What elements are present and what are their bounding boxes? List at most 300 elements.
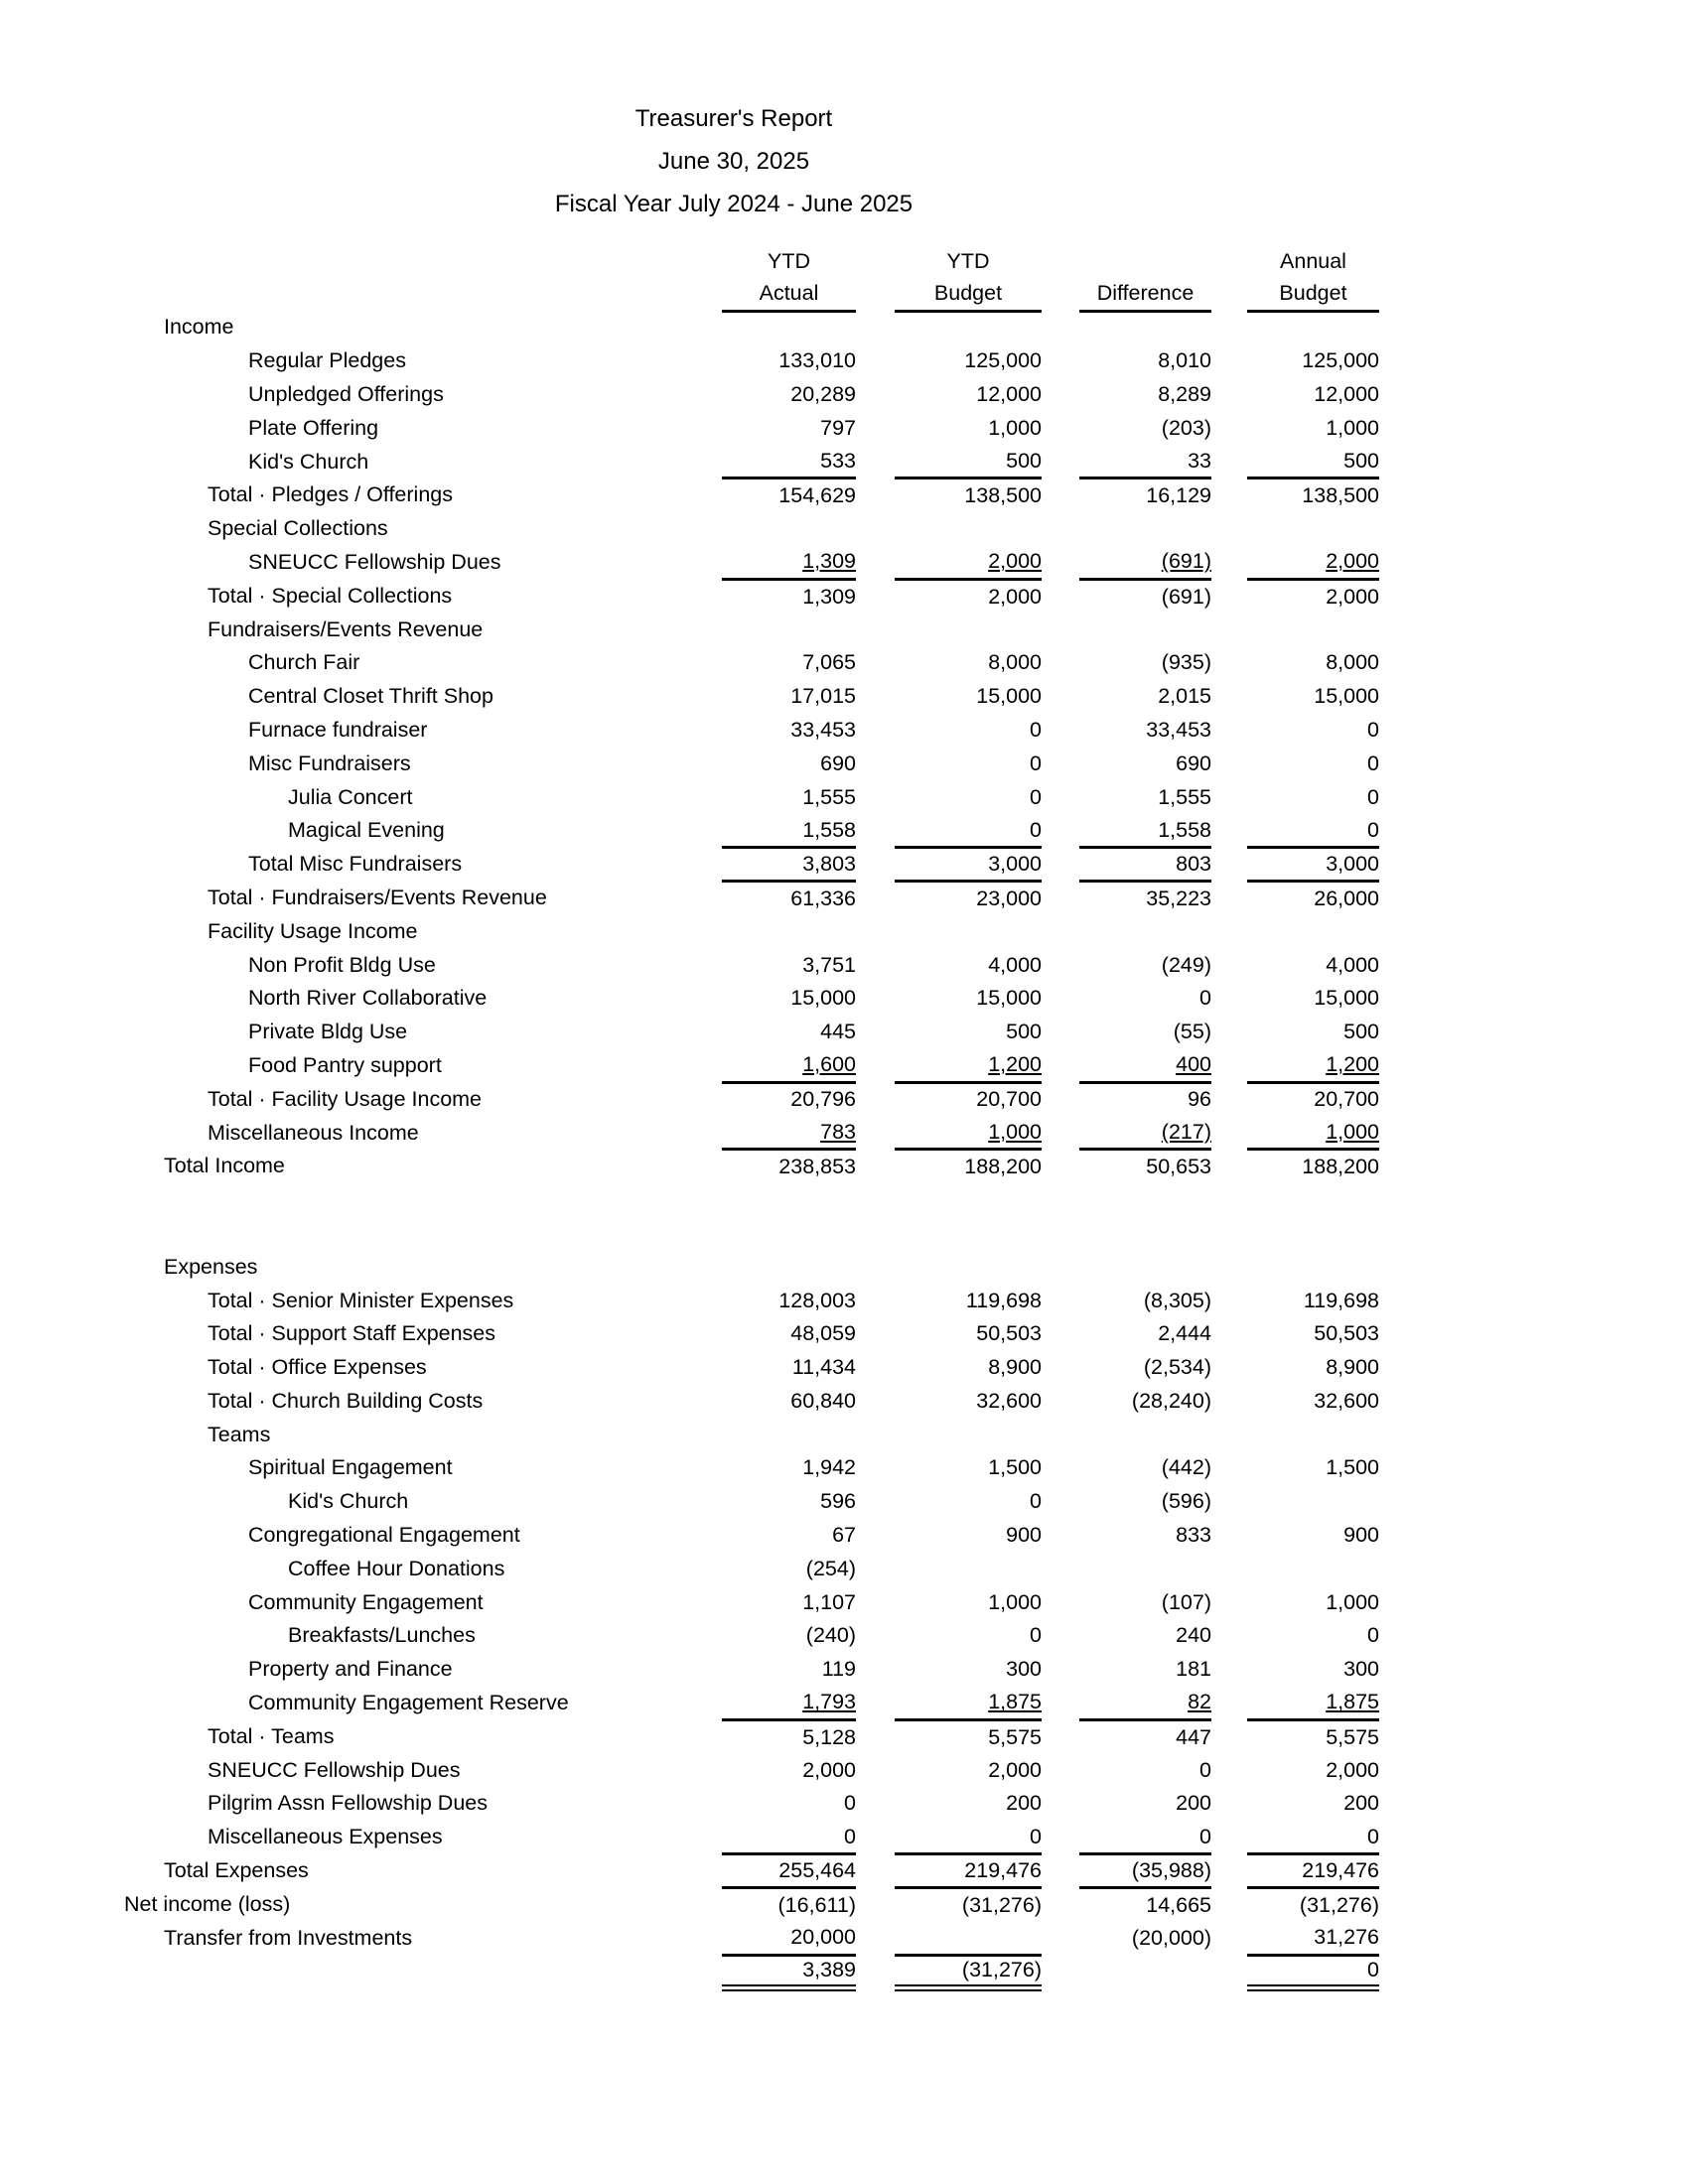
amount-cell bbox=[1247, 1250, 1379, 1284]
column-gap bbox=[1211, 1955, 1247, 1988]
column-gap bbox=[856, 613, 895, 646]
amount-cell bbox=[1079, 311, 1211, 344]
amount-cell: 690 bbox=[1176, 751, 1211, 775]
amount-cell: 20,289 bbox=[790, 381, 856, 406]
table-row bbox=[120, 613, 1379, 646]
amount-cell bbox=[1247, 1049, 1379, 1083]
column-gap bbox=[695, 445, 722, 478]
column-gap bbox=[856, 1016, 895, 1049]
amount-cell: 0 bbox=[1199, 986, 1211, 1011]
row-label: Total · Fundraisers/Events Revenue bbox=[208, 885, 547, 909]
amount-cell: 96 bbox=[1188, 1087, 1211, 1112]
table-row bbox=[120, 1317, 1379, 1351]
amount-cell: 1,555 bbox=[802, 784, 856, 809]
amount-cell bbox=[722, 546, 856, 580]
column-gap bbox=[856, 1351, 895, 1385]
column-gap bbox=[1042, 378, 1079, 412]
column-gap bbox=[695, 1082, 722, 1116]
amount-cell: 300 bbox=[1006, 1657, 1042, 1682]
column-gap bbox=[695, 1250, 722, 1284]
column-header-ytd-budget-top: YTD bbox=[946, 249, 990, 273]
column-gap bbox=[695, 1385, 722, 1419]
row-label: Magical Evening bbox=[288, 818, 445, 843]
column-gap bbox=[1211, 1687, 1247, 1720]
amount-cell bbox=[895, 546, 1042, 580]
row-label: Spiritual Engagement bbox=[248, 1455, 453, 1480]
amount-cell: 125,000 bbox=[964, 348, 1042, 373]
table-row bbox=[120, 1552, 1379, 1585]
table-row bbox=[120, 1719, 1379, 1753]
amount-cell: 7,065 bbox=[802, 650, 856, 675]
column-gap bbox=[1211, 1317, 1247, 1351]
row-label: Kid's Church bbox=[248, 449, 369, 474]
column-gap bbox=[1211, 1619, 1247, 1653]
column-gap bbox=[1211, 1821, 1247, 1854]
column-gap bbox=[695, 1921, 722, 1955]
column-gap bbox=[856, 1082, 895, 1116]
column-gap bbox=[695, 1519, 722, 1553]
amount-cell bbox=[722, 311, 856, 344]
column-gap bbox=[1042, 344, 1079, 378]
column-gap bbox=[695, 714, 722, 748]
row-label: Pilgrim Assn Fellowship Dues bbox=[208, 1791, 488, 1816]
amount-cell: 900 bbox=[1343, 1523, 1379, 1548]
amount-cell: 17,015 bbox=[790, 684, 856, 709]
amount-cell: 1,000 bbox=[1326, 1589, 1379, 1614]
column-gap bbox=[1042, 747, 1079, 780]
amount-cell: 133,010 bbox=[778, 348, 856, 373]
column-gap bbox=[1211, 747, 1247, 780]
amount-cell bbox=[895, 1418, 1042, 1451]
table-row bbox=[120, 646, 1379, 680]
column-gap bbox=[1042, 714, 1079, 748]
column-gap bbox=[1042, 1451, 1079, 1485]
amount-cell: 240 bbox=[1176, 1623, 1211, 1648]
column-gap bbox=[1211, 1921, 1247, 1955]
column-gap bbox=[695, 1116, 722, 1150]
amount-cell: (28,240) bbox=[1131, 1388, 1211, 1413]
amount-cell: 1,000 bbox=[988, 1589, 1042, 1614]
column-gap bbox=[1211, 478, 1247, 512]
amount-cell: 0 bbox=[1030, 751, 1042, 775]
table-row bbox=[120, 1821, 1379, 1854]
amount-cell: 5,575 bbox=[1326, 1724, 1379, 1749]
column-gap bbox=[695, 245, 722, 278]
column-gap bbox=[856, 344, 895, 378]
underlined-amount: 1,875 bbox=[1326, 1690, 1379, 1714]
column-gap bbox=[1042, 646, 1079, 680]
underlined-amount: 2,000 bbox=[1326, 549, 1379, 574]
amount-cell: 33,453 bbox=[790, 717, 856, 742]
table-row bbox=[120, 1887, 1379, 1921]
column-gap bbox=[1042, 1217, 1079, 1251]
column-gap bbox=[695, 680, 722, 714]
amount-cell: 596 bbox=[820, 1489, 856, 1514]
column-gap bbox=[1211, 948, 1247, 982]
amount-cell bbox=[895, 512, 1042, 546]
report-table bbox=[120, 245, 1379, 1991]
column-gap bbox=[1042, 848, 1079, 882]
table-row bbox=[120, 982, 1379, 1016]
column-gap bbox=[695, 948, 722, 982]
column-gap bbox=[1211, 714, 1247, 748]
underlined-amount: 1,000 bbox=[988, 1119, 1042, 1144]
amount-cell bbox=[1079, 914, 1211, 948]
amount-cell bbox=[1079, 613, 1211, 646]
amount-cell bbox=[1247, 914, 1379, 948]
column-gap bbox=[856, 1116, 895, 1150]
column-gap bbox=[1042, 245, 1079, 278]
row-label: Income bbox=[164, 315, 234, 340]
amount-cell: 3,000 bbox=[1247, 848, 1379, 882]
table-row bbox=[120, 814, 1379, 848]
row-label: Total · Office Expenses bbox=[208, 1355, 427, 1380]
row-label: Church Fair bbox=[248, 650, 360, 675]
amount-cell bbox=[1247, 1687, 1379, 1720]
header-spacer bbox=[120, 278, 695, 311]
column-gap bbox=[856, 546, 895, 580]
column-gap bbox=[1211, 914, 1247, 948]
column-gap bbox=[856, 1284, 895, 1317]
underlined-amount: (217) bbox=[1161, 1119, 1211, 1144]
amount-cell bbox=[1079, 1250, 1211, 1284]
column-gap bbox=[1042, 1250, 1079, 1284]
amount-cell: 2,444 bbox=[1158, 1321, 1211, 1346]
amount-cell bbox=[1247, 311, 1379, 344]
column-gap bbox=[1042, 1284, 1079, 1317]
amount-cell: 15,000 bbox=[790, 986, 856, 1011]
table-row bbox=[120, 1016, 1379, 1049]
row-label: Net income (loss) bbox=[124, 1891, 291, 1916]
amount-cell: 16,129 bbox=[1146, 483, 1211, 508]
report-date: June 30, 2025 bbox=[657, 148, 810, 175]
table-row bbox=[120, 1116, 1379, 1150]
amount-cell: 119 bbox=[821, 1657, 856, 1682]
column-gap bbox=[856, 411, 895, 445]
amount-cell bbox=[1247, 512, 1379, 546]
row-label bbox=[120, 1955, 695, 1988]
row-label: Total · Senior Minister Expenses bbox=[208, 1288, 514, 1312]
underlined-amount: 1,600 bbox=[802, 1052, 856, 1077]
column-gap bbox=[1211, 613, 1247, 646]
amount-cell bbox=[1079, 1217, 1211, 1251]
row-label: Total · Facility Usage Income bbox=[208, 1086, 483, 1111]
table-row bbox=[120, 1955, 1379, 1988]
table-row bbox=[120, 1150, 1379, 1183]
column-gap bbox=[856, 1787, 895, 1821]
amount-cell bbox=[1079, 1183, 1211, 1217]
column-gap bbox=[856, 1687, 895, 1720]
column-gap bbox=[856, 278, 895, 311]
column-gap bbox=[1211, 311, 1247, 344]
column-gap bbox=[1042, 1719, 1079, 1753]
amount-cell bbox=[1247, 1116, 1379, 1150]
column-gap bbox=[1211, 411, 1247, 445]
column-gap bbox=[695, 1619, 722, 1653]
row-label: Teams bbox=[208, 1422, 271, 1446]
amount-cell: 2,015 bbox=[1158, 684, 1211, 709]
row-label: Miscellaneous Expenses bbox=[208, 1825, 443, 1849]
amount-cell: 500 bbox=[895, 445, 1042, 478]
amount-cell bbox=[895, 1116, 1042, 1150]
table-row bbox=[120, 680, 1379, 714]
amount-cell: 0 bbox=[1030, 1623, 1042, 1648]
amount-cell: (16,611) bbox=[777, 1892, 856, 1917]
amount-cell: 1,555 bbox=[1158, 784, 1211, 809]
column-gap bbox=[1042, 1016, 1079, 1049]
column-gap bbox=[856, 1854, 895, 1888]
column-gap bbox=[856, 1150, 895, 1183]
row-label: Community Engagement Reserve bbox=[248, 1691, 569, 1715]
column-gap bbox=[856, 579, 895, 613]
row-label: Total · Support Staff Expenses bbox=[208, 1321, 496, 1346]
column-gap bbox=[1211, 1887, 1247, 1921]
column-gap bbox=[1211, 1284, 1247, 1317]
amount-cell: (55) bbox=[1173, 1020, 1211, 1044]
table-row bbox=[120, 546, 1379, 580]
amount-cell bbox=[722, 512, 856, 546]
amount-cell: (691) bbox=[1161, 584, 1211, 609]
column-gap bbox=[695, 914, 722, 948]
column-gap bbox=[856, 1451, 895, 1485]
table-row bbox=[120, 579, 1379, 613]
column-gap bbox=[1042, 1049, 1079, 1083]
column-gap bbox=[1042, 1385, 1079, 1419]
column-gap bbox=[1211, 278, 1247, 311]
column-gap bbox=[695, 613, 722, 646]
column-gap bbox=[1042, 1418, 1079, 1451]
amount-cell bbox=[722, 1116, 856, 1150]
table-row bbox=[120, 1284, 1379, 1317]
column-gap bbox=[856, 1418, 895, 1451]
column-gap bbox=[1042, 814, 1079, 848]
column-gap bbox=[695, 1955, 722, 1988]
column-gap bbox=[695, 1719, 722, 1753]
column-gap bbox=[1211, 680, 1247, 714]
amount-cell: 125,000 bbox=[1302, 348, 1379, 373]
table-row bbox=[120, 1653, 1379, 1687]
column-gap bbox=[1211, 1485, 1247, 1519]
amount-cell: 20,796 bbox=[790, 1087, 856, 1112]
amount-cell: 8,010 bbox=[1158, 348, 1211, 373]
column-gap bbox=[856, 914, 895, 948]
report-body bbox=[120, 311, 1379, 1988]
column-gap bbox=[1211, 245, 1247, 278]
row-label: Property and Finance bbox=[248, 1657, 453, 1682]
column-gap bbox=[1042, 1519, 1079, 1553]
amount-cell: 20,700 bbox=[1314, 1087, 1379, 1112]
column-gap bbox=[1211, 512, 1247, 546]
amount-cell: 32,600 bbox=[976, 1388, 1042, 1413]
amount-cell: 15,000 bbox=[1314, 986, 1379, 1011]
row-label: Total Expenses bbox=[164, 1858, 309, 1883]
amount-cell: 15,000 bbox=[976, 986, 1042, 1011]
column-gap bbox=[856, 245, 895, 278]
table-row bbox=[120, 1049, 1379, 1083]
column-gap bbox=[1211, 1351, 1247, 1385]
column-gap bbox=[1211, 1250, 1247, 1284]
table-row bbox=[120, 1451, 1379, 1485]
amount-cell bbox=[895, 613, 1042, 646]
row-label: Total · Church Building Costs bbox=[208, 1388, 484, 1413]
column-gap bbox=[1042, 1485, 1079, 1519]
amount-cell: 0 bbox=[1247, 1955, 1379, 1988]
amount-cell: 3,000 bbox=[895, 848, 1042, 882]
underlined-amount: 1,309 bbox=[802, 549, 856, 574]
column-gap bbox=[695, 1753, 722, 1787]
column-gap bbox=[1211, 780, 1247, 814]
amount-cell: (107) bbox=[1161, 1589, 1211, 1614]
column-gap bbox=[695, 747, 722, 780]
amount-cell bbox=[1079, 1116, 1211, 1150]
column-gap bbox=[695, 344, 722, 378]
column-gap bbox=[695, 478, 722, 512]
column-gap bbox=[856, 747, 895, 780]
column-gap bbox=[1211, 1082, 1247, 1116]
row-label: Total Misc Fundraisers bbox=[248, 852, 463, 877]
column-gap bbox=[1042, 512, 1079, 546]
table-row bbox=[120, 1217, 1379, 1251]
amount-cell: 1,500 bbox=[1326, 1455, 1379, 1480]
column-gap bbox=[695, 1049, 722, 1083]
column-gap bbox=[695, 814, 722, 848]
amount-cell: 0 bbox=[1030, 717, 1042, 742]
row-label: Total · Teams bbox=[208, 1723, 335, 1748]
table-row bbox=[120, 780, 1379, 814]
column-gap bbox=[1211, 1719, 1247, 1753]
column-gap bbox=[1211, 1183, 1247, 1217]
amount-cell: 0 bbox=[1367, 784, 1379, 809]
amount-cell bbox=[722, 1687, 856, 1720]
column-gap bbox=[1211, 848, 1247, 882]
column-gap bbox=[1042, 546, 1079, 580]
column-gap bbox=[856, 1585, 895, 1619]
column-gap bbox=[1042, 478, 1079, 512]
table-row bbox=[120, 1787, 1379, 1821]
amount-cell bbox=[722, 1049, 856, 1083]
column-gap bbox=[1211, 378, 1247, 412]
column-gap bbox=[1211, 646, 1247, 680]
row-label: Non Profit Bldg Use bbox=[248, 952, 436, 977]
underlined-amount: 2,000 bbox=[988, 549, 1042, 574]
amount-cell bbox=[1079, 1049, 1211, 1083]
amount-cell: (31,276) bbox=[961, 1892, 1042, 1917]
underlined-amount: (691) bbox=[1161, 549, 1211, 574]
amount-cell: 500 bbox=[1247, 445, 1379, 478]
amount-cell: 797 bbox=[820, 415, 856, 440]
column-gap bbox=[695, 1016, 722, 1049]
column-gap bbox=[1042, 445, 1079, 478]
column-gap bbox=[856, 1485, 895, 1519]
column-gap bbox=[1042, 579, 1079, 613]
amount-cell bbox=[1247, 1485, 1379, 1519]
column-header-difference: Difference bbox=[1079, 278, 1211, 311]
amount-cell bbox=[1247, 1552, 1379, 1585]
column-gap bbox=[695, 1317, 722, 1351]
row-label: Special Collections bbox=[208, 516, 388, 541]
column-gap bbox=[695, 1552, 722, 1585]
column-gap bbox=[695, 512, 722, 546]
table-row bbox=[120, 1351, 1379, 1385]
column-gap bbox=[1211, 1552, 1247, 1585]
amount-cell: 2,000 bbox=[802, 1757, 856, 1782]
column-gap bbox=[695, 1418, 722, 1451]
table-row bbox=[120, 411, 1379, 445]
column-gap bbox=[1211, 1150, 1247, 1183]
column-header-ytd-budget: Budget bbox=[895, 278, 1042, 311]
amount-cell: (2,534) bbox=[1143, 1355, 1211, 1380]
amount-cell: 1,107 bbox=[802, 1589, 856, 1614]
amount-cell: 533 bbox=[722, 445, 856, 478]
amount-cell: 50,503 bbox=[976, 1321, 1042, 1346]
column-header-ytd-actual-top: YTD bbox=[768, 249, 810, 273]
amount-cell: 181 bbox=[1176, 1657, 1211, 1682]
amount-cell: (442) bbox=[1161, 1455, 1211, 1480]
column-gap bbox=[1211, 1787, 1247, 1821]
row-label: Miscellaneous Income bbox=[208, 1120, 419, 1145]
underlined-amount: 1,793 bbox=[802, 1690, 856, 1714]
column-gap bbox=[1042, 1082, 1079, 1116]
amount-cell: 128,003 bbox=[778, 1288, 856, 1312]
column-gap bbox=[1211, 1451, 1247, 1485]
row-label: Transfer from Investments bbox=[164, 1925, 413, 1950]
table-row bbox=[120, 948, 1379, 982]
column-gap bbox=[1042, 1821, 1079, 1854]
row-label bbox=[120, 1183, 695, 1217]
amount-cell: 12,000 bbox=[1314, 381, 1379, 406]
amount-cell bbox=[722, 914, 856, 948]
amount-cell: 48,059 bbox=[790, 1321, 856, 1346]
amount-cell: 8,900 bbox=[1326, 1355, 1379, 1380]
column-gap bbox=[856, 1653, 895, 1687]
table-row bbox=[120, 1619, 1379, 1653]
amount-cell: 219,476 bbox=[895, 1854, 1042, 1888]
amount-cell: (596) bbox=[1161, 1489, 1211, 1514]
row-label: Furnace fundraiser bbox=[248, 717, 428, 742]
amount-cell bbox=[1247, 1418, 1379, 1451]
header-row-2 bbox=[120, 278, 1379, 311]
amount-cell: 5,128 bbox=[802, 1724, 856, 1749]
amount-cell bbox=[895, 914, 1042, 948]
amount-cell: 138,500 bbox=[964, 483, 1042, 508]
column-header-annual-budget-top: Annual bbox=[1280, 249, 1346, 273]
row-label: Misc Fundraisers bbox=[248, 751, 411, 775]
amount-cell: 61,336 bbox=[790, 886, 856, 910]
amount-cell bbox=[722, 1217, 856, 1251]
column-gap bbox=[856, 1552, 895, 1585]
column-gap bbox=[1211, 1016, 1247, 1049]
amount-cell: 1,558 bbox=[722, 814, 856, 848]
column-gap bbox=[856, 714, 895, 748]
column-gap bbox=[695, 546, 722, 580]
amount-cell bbox=[1079, 1955, 1211, 1988]
row-label: North River Collaborative bbox=[248, 986, 488, 1011]
amount-cell bbox=[895, 1552, 1042, 1585]
amount-cell: 14,665 bbox=[1146, 1892, 1211, 1917]
column-gap bbox=[1211, 1585, 1247, 1619]
amount-cell: 445 bbox=[820, 1020, 856, 1044]
column-header-annual-budget: Budget bbox=[1247, 278, 1379, 311]
amount-cell: 4,000 bbox=[1326, 952, 1379, 977]
amount-cell: 0 bbox=[1367, 717, 1379, 742]
column-gap bbox=[856, 948, 895, 982]
column-gap bbox=[856, 780, 895, 814]
column-gap bbox=[1042, 278, 1079, 311]
amount-cell: 8,000 bbox=[1326, 650, 1379, 675]
amount-cell: 200 bbox=[1006, 1791, 1042, 1816]
table-row bbox=[120, 344, 1379, 378]
column-gap bbox=[695, 1217, 722, 1251]
